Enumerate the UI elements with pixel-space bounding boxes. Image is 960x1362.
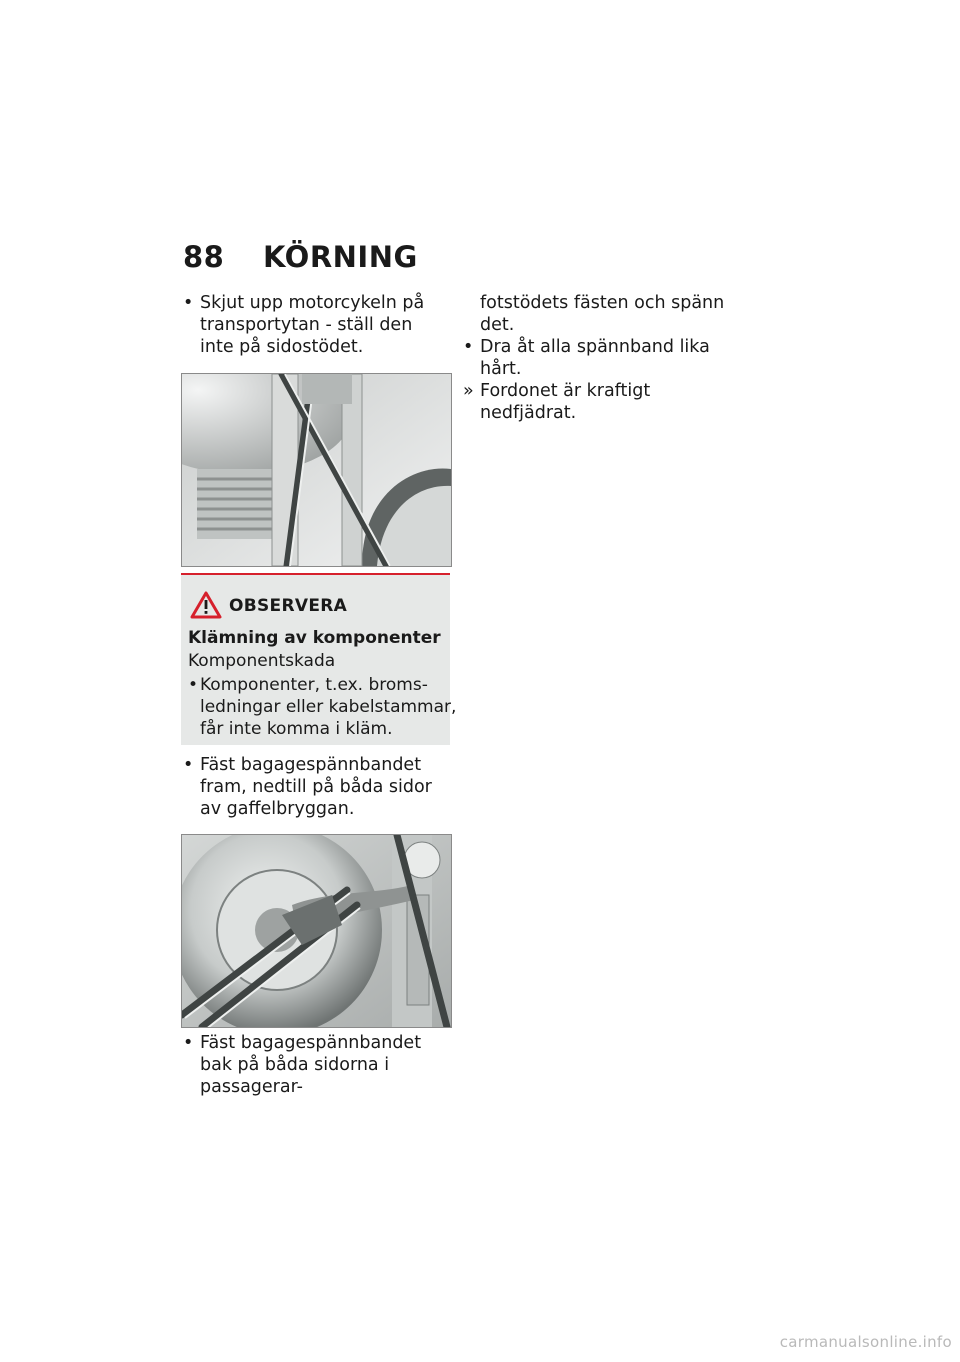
notice-item-text: Komponenter, t.ex. bromsledningar eller kabelstammar, får inte komma i kläm. bbox=[200, 675, 457, 739]
bullet-continuation-text: fotstödets fästen och spänn det. bbox=[480, 293, 725, 335]
result-text: Fordonet är kraftigt nedfjädrat. bbox=[480, 381, 651, 423]
notice-subheading: Komponentskada bbox=[188, 651, 336, 671]
bullet-text: Dra åt alla spännband lika hårt. bbox=[480, 337, 710, 379]
bullet-mark: • bbox=[183, 1033, 194, 1053]
chapter-title: KÖRNING bbox=[263, 240, 418, 274]
notice-bullet-mark: • bbox=[188, 675, 199, 695]
page-header bbox=[183, 240, 418, 274]
notice-box bbox=[181, 573, 457, 745]
notice-divider bbox=[181, 573, 450, 575]
bullet-mark: • bbox=[183, 293, 194, 313]
bullet-mark: • bbox=[183, 755, 194, 775]
figure-rear-strap bbox=[181, 834, 452, 1028]
front-fork-strap-illustration bbox=[182, 374, 451, 566]
bullet-text: Skjut upp motorcykeln på transportytan - ställ den inte på sidostödet. bbox=[200, 293, 425, 357]
rear-wheel-strap-illustration bbox=[182, 835, 451, 1027]
bullet-mark: • bbox=[463, 337, 474, 357]
left-bullet-2 bbox=[183, 754, 445, 820]
warning-triangle-icon bbox=[190, 591, 222, 619]
figure-front-strap bbox=[181, 373, 452, 567]
notice-label: OBSERVERA bbox=[229, 596, 348, 616]
notice-heading: Klämning av komponenter bbox=[188, 628, 441, 648]
right-column bbox=[463, 292, 725, 424]
bullet-text: Fäst bagagespännbandet fram, nedtill på båda sidor av gaffelbryggan. bbox=[200, 755, 432, 819]
result-mark: » bbox=[463, 381, 474, 401]
left-bullet-1 bbox=[183, 292, 445, 358]
bullet-text: Fäst bagagespännbandet bak på båda sidorna i passagerar- bbox=[200, 1033, 422, 1097]
page-number: 88 bbox=[183, 240, 225, 274]
left-bullet-3 bbox=[183, 1032, 445, 1098]
watermark: carmanualsonline.info bbox=[779, 1333, 952, 1351]
